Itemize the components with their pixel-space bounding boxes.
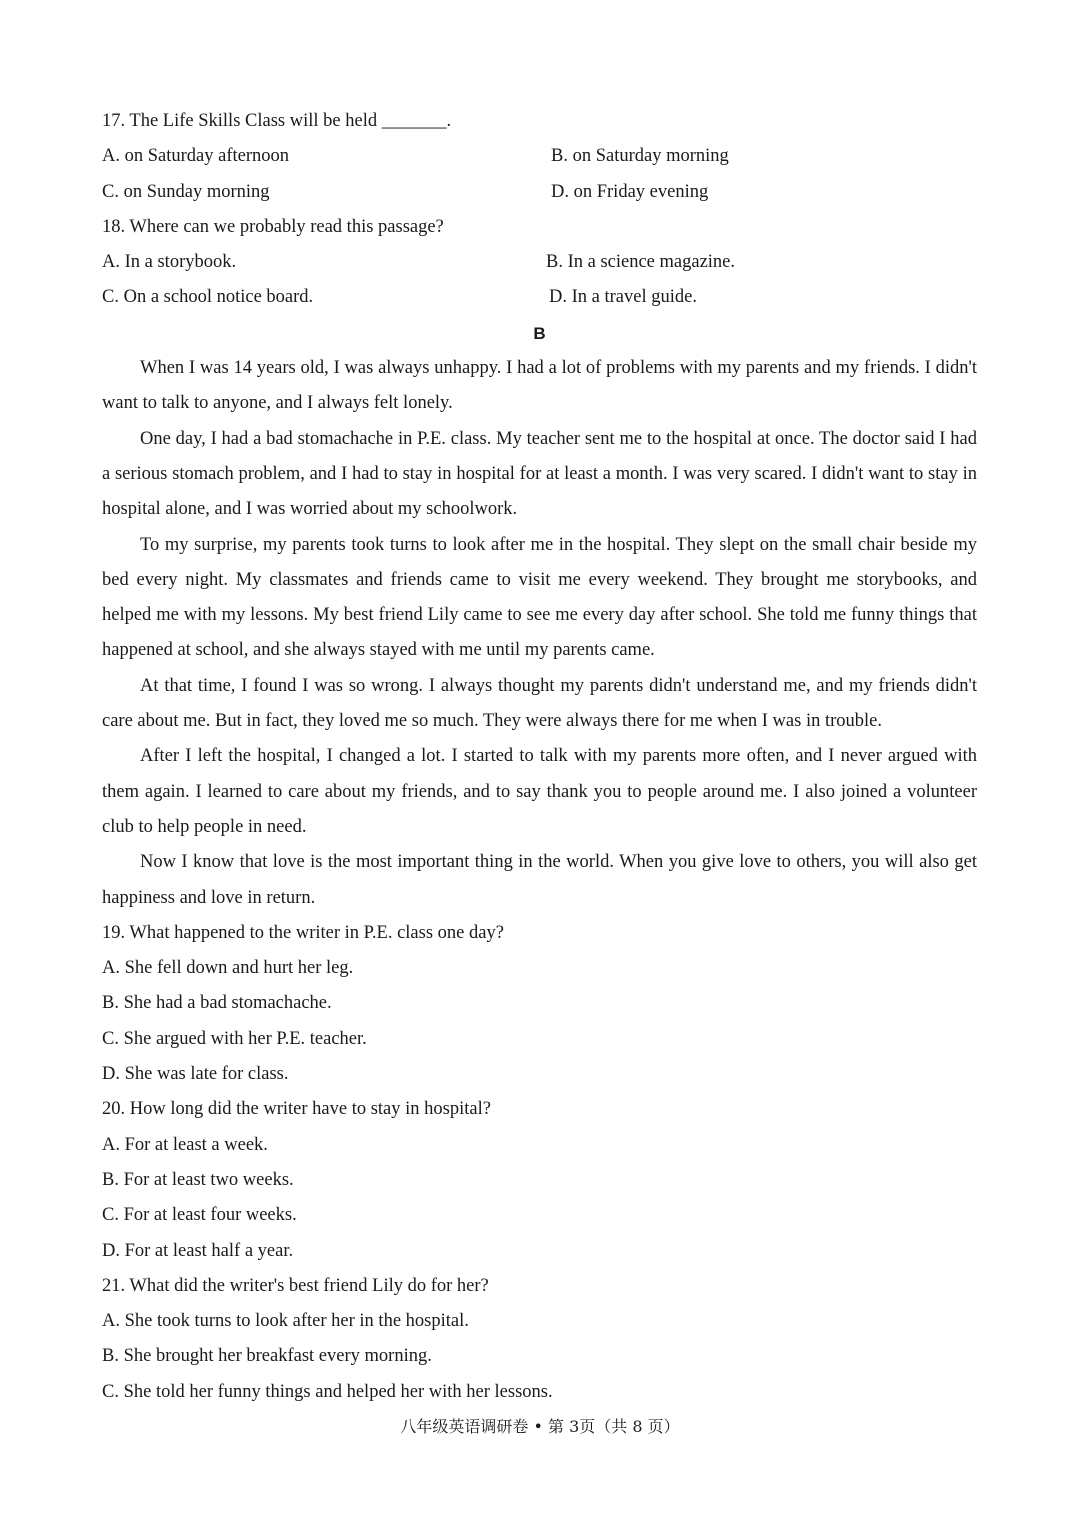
passage-paragraph: To my surprise, my parents took turns to look after me in the hospital. They slept on the small chair beside my bed every night. My classmates and friends came to visit me every weekend. They brought me storybooks, and helped me with my lessons. My best friend Lily came to see me every day after school. She told me funny things that happened at school, and she always stayed with me until my parents came.: [102, 534, 977, 661]
option-row: [102, 280, 977, 315]
option-a: A. on Saturday afternoon: [102, 146, 290, 167]
option-c: C. She argued with her P.E. teacher.: [102, 1028, 367, 1049]
option-c: C. On a school notice board.: [102, 287, 314, 308]
option-b: B. She brought her breakfast every morning.: [102, 1346, 432, 1367]
passage-paragraph: After I left the hospital, I changed a lot. I started to talk with my parents more often, and I never argued with them again. I learned to care about my friends, and to say thank you to people around me. I also joined a volunteer club to help people in need.: [102, 746, 977, 837]
question-19: [102, 916, 977, 1092]
page-footer: 八年级英语调研卷 • 第 3页（共 8 页）: [400, 1417, 680, 1436]
option-a: A. In a storybook.: [102, 252, 237, 273]
question-stem: 21. What did the writer's best friend Lily do for her?: [102, 1275, 489, 1296]
question-stem: 17. The Life Skills Class will be held _______.: [102, 111, 452, 131]
page-content: [102, 104, 977, 1410]
option-row: [102, 139, 977, 174]
passage-paragraph: When I was 14 years old, I was always unhappy. I had a lot of problems with my parents and my friends. I didn't want to talk to anyone, and I always felt lonely.: [102, 358, 977, 414]
question-17: [102, 104, 977, 210]
option-a: A. For at least a week.: [102, 1134, 268, 1155]
option-d: D. In a travel guide.: [549, 287, 697, 308]
option-b: B. on Saturday morning: [551, 146, 729, 167]
option-d: D. on Friday evening: [551, 181, 709, 202]
option-b: B. In a science magazine.: [546, 252, 736, 273]
question-stem: 18. Where can we probably read this passage?: [102, 216, 444, 237]
question-stem: 19. What happened to the writer in P.E. class one day?: [102, 922, 504, 943]
question-20: [102, 1092, 977, 1268]
passage-paragraph: Now I know that love is the most important thing in the world. When you give love to others, you will also get happiness and love in return.: [102, 852, 977, 908]
question-stem: 20. How long did the writer have to stay in hospital?: [102, 1099, 491, 1120]
question-18: [102, 210, 977, 316]
option-row: [102, 245, 977, 280]
question-21: [102, 1269, 977, 1410]
option-c: C. on Sunday morning: [102, 181, 270, 202]
option-c: C. She told her funny things and helped her with her lessons.: [102, 1381, 553, 1402]
option-d: D. For at least half a year.: [102, 1240, 294, 1261]
option-a: A. She took turns to look after her in the hospital.: [102, 1311, 469, 1332]
reading-passage: [102, 351, 977, 916]
option-b: B. For at least two weeks.: [102, 1169, 294, 1190]
passage-paragraph: One day, I had a bad stomachache in P.E. class. My teacher sent me to the hospital at once. The doctor said I had a serious stomach problem, and I had to stay in hospital for at least a month. I was very scared. I didn't want to stay in hospital alone, and I was worried about my schoolwork.: [102, 428, 977, 520]
option-b: B. She had a bad stomachache.: [102, 993, 332, 1014]
option-c: C. For at least four weeks.: [102, 1205, 297, 1226]
option-d: D. She was late for class.: [102, 1064, 289, 1085]
option-a: A. She fell down and hurt her leg.: [102, 958, 354, 979]
passage-paragraph: At that time, I found I was so wrong. I always thought my parents didn't understand me, and my friends didn't care about me. But in fact, they loved me so much. They were always there for me when I was in trouble.: [102, 675, 977, 732]
section-heading: B: [533, 323, 546, 343]
option-row: [102, 175, 977, 210]
